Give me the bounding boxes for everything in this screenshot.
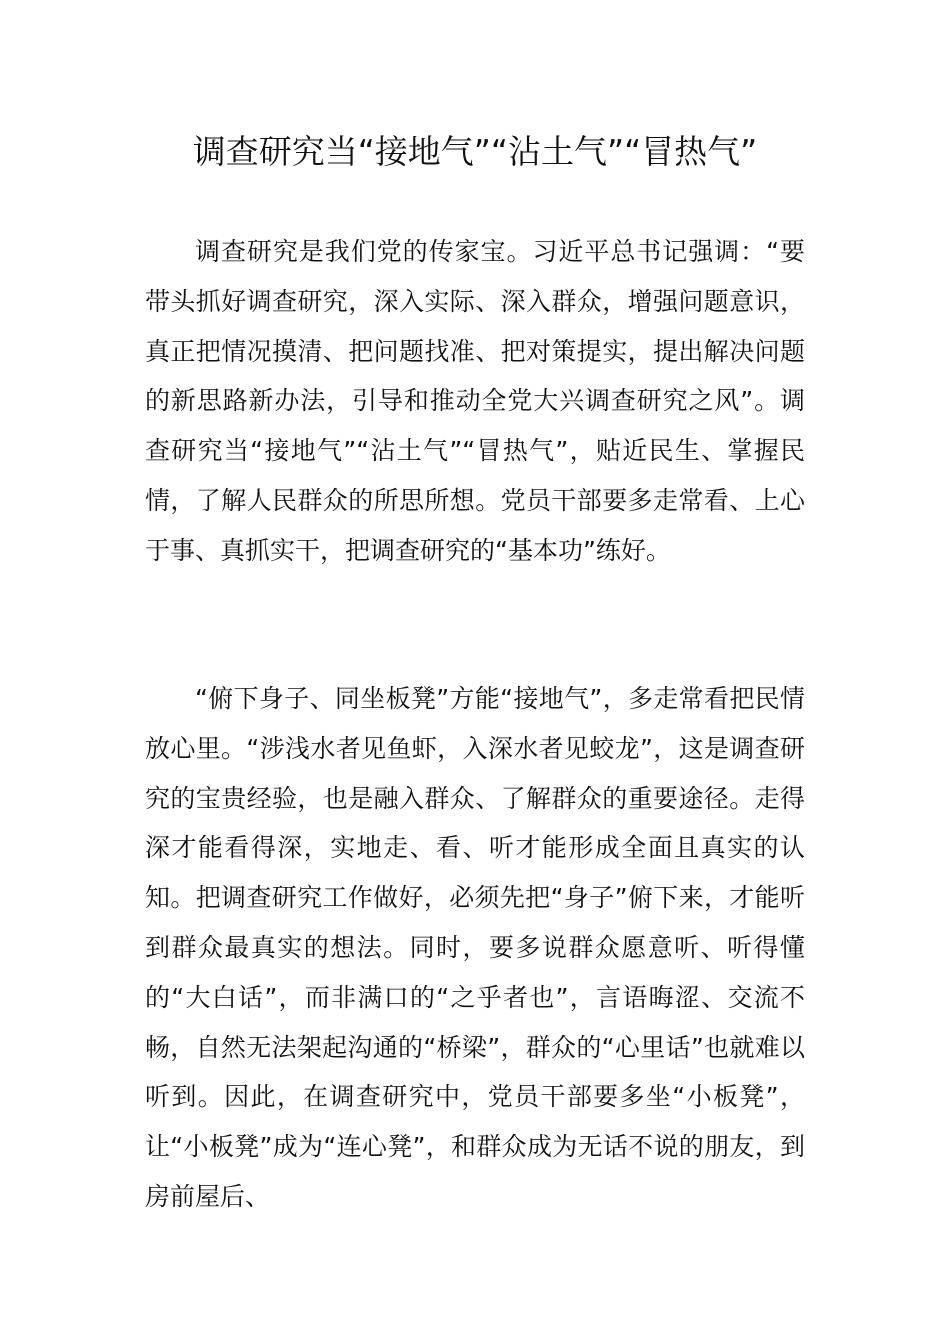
paragraph-2: “俯下身子、同坐板凳”方能“接地气”，多走常看把民情放心里。“涉浅水者见鱼虾，入深水者见蛟龙”，这是调查研究的宝贵经验，也是融入群众、了解群众的重要途径。走得深才能看得深，实地走、看、听才能形成全面且真实的认知。把调查研究工作做好，必须先把“身子”俯下来，才能听到群众最真实的想法。同时，要多说群众愿意听、听得懂的“大白话”，而非满口的“之乎者也”，言语晦涩、交流不畅，自然无法架起沟通的“桥梁”，群众的“心里话”也就难以听到。因此，在调查研究中，党员干部要多坐“小板凳”，让“小板凳”成为“连心凳”，和群众成为无话不说的朋友，到房前屋后、 — [145, 684, 805, 1211]
paragraph-1: 调查研究是我们党的传家宝。习近平总书记强调：“要带头抓好调查研究，深入实际、深入群众，增强问题意识，真正把情况摸清、把问题找准、把对策提实，提出解决问题的新思路新办法，引导和推动全党大兴调查研究之风”。调查研究当“接地气”“沾土气”“冒热气”，贴近民生、掌握民情，了解人民群众的所思所想。党员干部要多走常看、上心于事、真抓实干，把调查研究的“基本功”练好。 — [145, 237, 805, 565]
document-title: 调查研究当“接地气”“沾土气”“冒热气” — [192, 132, 758, 171]
